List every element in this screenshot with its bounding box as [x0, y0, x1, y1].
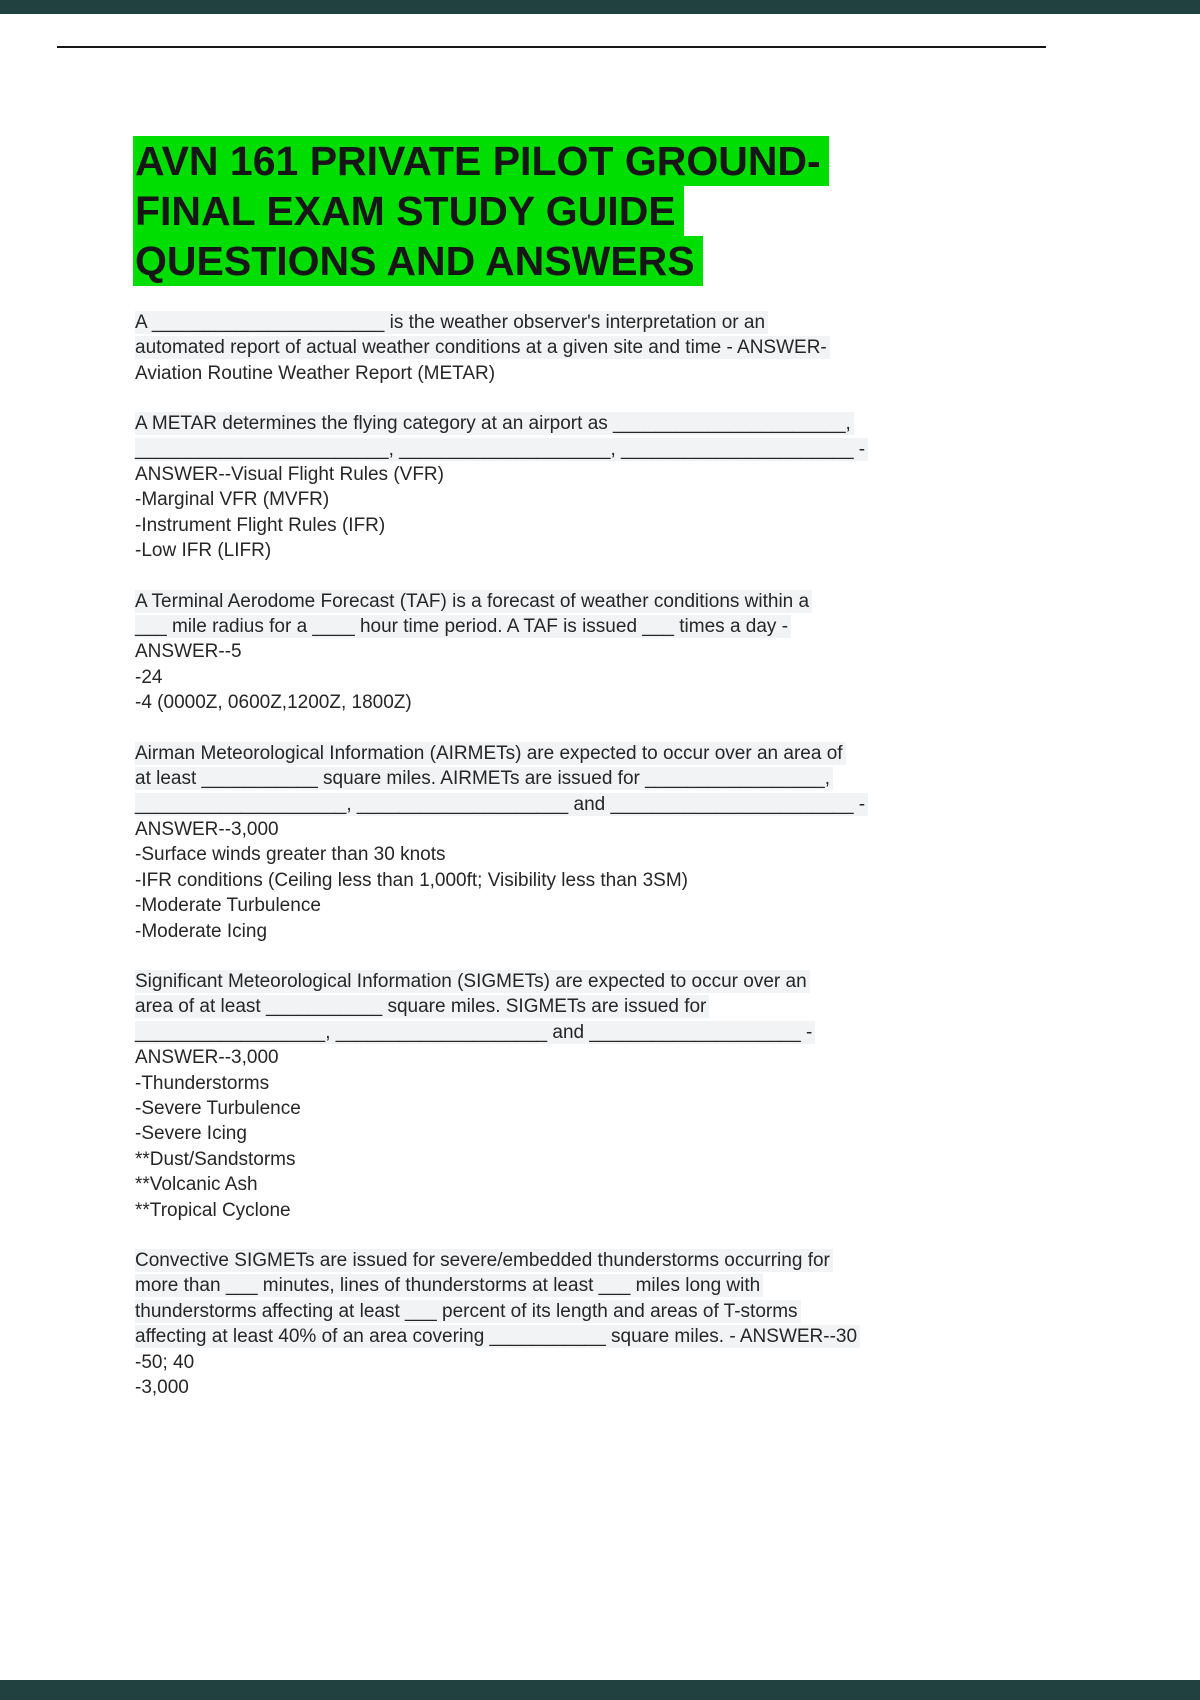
answer-text: Aviation Routine Weather Report (METAR) — [135, 362, 496, 384]
qa-block — [135, 589, 1073, 716]
question-text: ____________________, ____________________ and _______________________ - — [135, 793, 868, 816]
answer-text: ANSWER--5 — [135, 641, 242, 663]
question-text: __________________, ____________________ and ____________________ - — [135, 1021, 815, 1044]
answer-text: ANSWER--3,000 — [135, 1047, 279, 1069]
text-line — [135, 614, 1073, 639]
title-line-text: AVN 161 PRIVATE PILOT GROUND- — [133, 136, 829, 186]
qa-block — [135, 310, 1073, 386]
text-line — [135, 411, 1073, 436]
text-line — [135, 1172, 1073, 1197]
question-text: affecting at least 40% of an area covering ___________ square miles. - ANSWER--30 — [135, 1325, 860, 1348]
text-line — [135, 1299, 1073, 1324]
answer-text: **Volcanic Ash — [135, 1174, 258, 1196]
answer-text: -Surface winds greater than 30 knots — [135, 844, 446, 866]
answer-text: -50; 40 — [135, 1351, 195, 1373]
question-text: Airman Meteorological Information (AIRMETs) are expected to occur over an area of — [135, 742, 846, 765]
question-text: A Terminal Aerodome Forecast (TAF) is a forecast of weather conditions within a — [135, 590, 812, 613]
answer-text: -24 — [135, 666, 163, 688]
qa-block — [135, 411, 1073, 563]
text-line — [135, 1248, 1073, 1273]
question-text: ________________________, ____________________, ______________________ - — [135, 438, 868, 461]
question-text: more than ___ minutes, lines of thunderstorms at least ___ miles long with — [135, 1274, 763, 1297]
question-text: Significant Meteorological Information (SIGMETs) are expected to occur over an — [135, 970, 810, 993]
text-line — [135, 817, 1073, 842]
text-line — [135, 437, 1073, 462]
text-line — [135, 487, 1073, 512]
document-title — [135, 136, 1095, 286]
answer-text: -Severe Icing — [135, 1123, 247, 1145]
question-text: Convective SIGMETs are issued for severe/embedded thunderstorms occurring for — [135, 1249, 833, 1272]
title-line-text: QUESTIONS AND ANSWERS — [133, 236, 703, 286]
document-body — [135, 310, 1073, 1425]
question-text: ___ mile radius for a ____ hour time period. A TAF is issued ___ times a day - — [135, 615, 791, 638]
bottom-accent-bar — [0, 1680, 1200, 1700]
question-text: area of at least ___________ square miles. SIGMETs are issued for — [135, 995, 709, 1018]
text-line — [135, 1020, 1073, 1045]
text-line — [135, 513, 1073, 538]
text-line — [135, 690, 1073, 715]
text-line — [135, 639, 1073, 664]
text-line — [135, 1071, 1073, 1096]
answer-text: **Dust/Sandstorms — [135, 1148, 296, 1170]
text-line — [135, 589, 1073, 614]
answer-text: -Low IFR (LIFR) — [135, 540, 272, 562]
header-divider — [57, 46, 1046, 48]
answer-text: ANSWER--3,000 — [135, 818, 279, 840]
answer-text: -Thunderstorms — [135, 1072, 270, 1094]
text-line — [135, 1198, 1073, 1223]
text-line — [135, 766, 1073, 791]
title-line — [135, 136, 1095, 186]
answer-text: -IFR conditions (Ceiling less than 1,000ft; Visibility less than 3SM) — [135, 869, 689, 891]
text-line — [135, 1121, 1073, 1146]
title-line — [135, 236, 1095, 286]
text-line — [135, 893, 1073, 918]
text-line — [135, 1350, 1073, 1375]
text-line — [135, 1273, 1073, 1298]
qa-block — [135, 741, 1073, 944]
text-line — [135, 969, 1073, 994]
top-accent-bar — [0, 0, 1200, 14]
text-line — [135, 868, 1073, 893]
text-line — [135, 919, 1073, 944]
answer-text: -Moderate Icing — [135, 920, 268, 942]
text-line — [135, 335, 1073, 360]
text-line — [135, 1375, 1073, 1400]
text-line — [135, 1147, 1073, 1172]
title-line-text: FINAL EXAM STUDY GUIDE — [133, 186, 684, 236]
text-line — [135, 842, 1073, 867]
text-line — [135, 792, 1073, 817]
text-line — [135, 538, 1073, 563]
question-text: at least ___________ square miles. AIRMETs are issued for _________________, — [135, 767, 833, 790]
text-line — [135, 1096, 1073, 1121]
question-text: automated report of actual weather conditions at a given site and time - ANSWER- — [135, 336, 830, 359]
text-line — [135, 1045, 1073, 1070]
answer-text: -4 (0000Z, 0600Z,1200Z, 1800Z) — [135, 692, 412, 714]
answer-text: -Marginal VFR (MVFR) — [135, 489, 330, 511]
answer-text: -3,000 — [135, 1377, 189, 1399]
answer-text: -Instrument Flight Rules (IFR) — [135, 514, 386, 536]
text-line — [135, 462, 1073, 487]
qa-block — [135, 1248, 1073, 1400]
text-line — [135, 665, 1073, 690]
question-text: A METAR determines the flying category at an airport as ______________________, — [135, 412, 854, 435]
text-line — [135, 994, 1073, 1019]
answer-text: -Severe Turbulence — [135, 1097, 301, 1119]
question-text: A ______________________ is the weather observer's interpretation or an — [135, 311, 768, 334]
answer-text: ANSWER--Visual Flight Rules (VFR) — [135, 464, 444, 486]
text-line — [135, 361, 1073, 386]
answer-text: **Tropical Cyclone — [135, 1199, 291, 1221]
text-line — [135, 741, 1073, 766]
text-line — [135, 310, 1073, 335]
answer-text: -Moderate Turbulence — [135, 895, 321, 917]
text-line — [135, 1324, 1073, 1349]
question-text: thunderstorms affecting at least ___ percent of its length and areas of T-storms — [135, 1300, 801, 1323]
title-line — [135, 186, 1095, 236]
qa-block — [135, 969, 1073, 1223]
